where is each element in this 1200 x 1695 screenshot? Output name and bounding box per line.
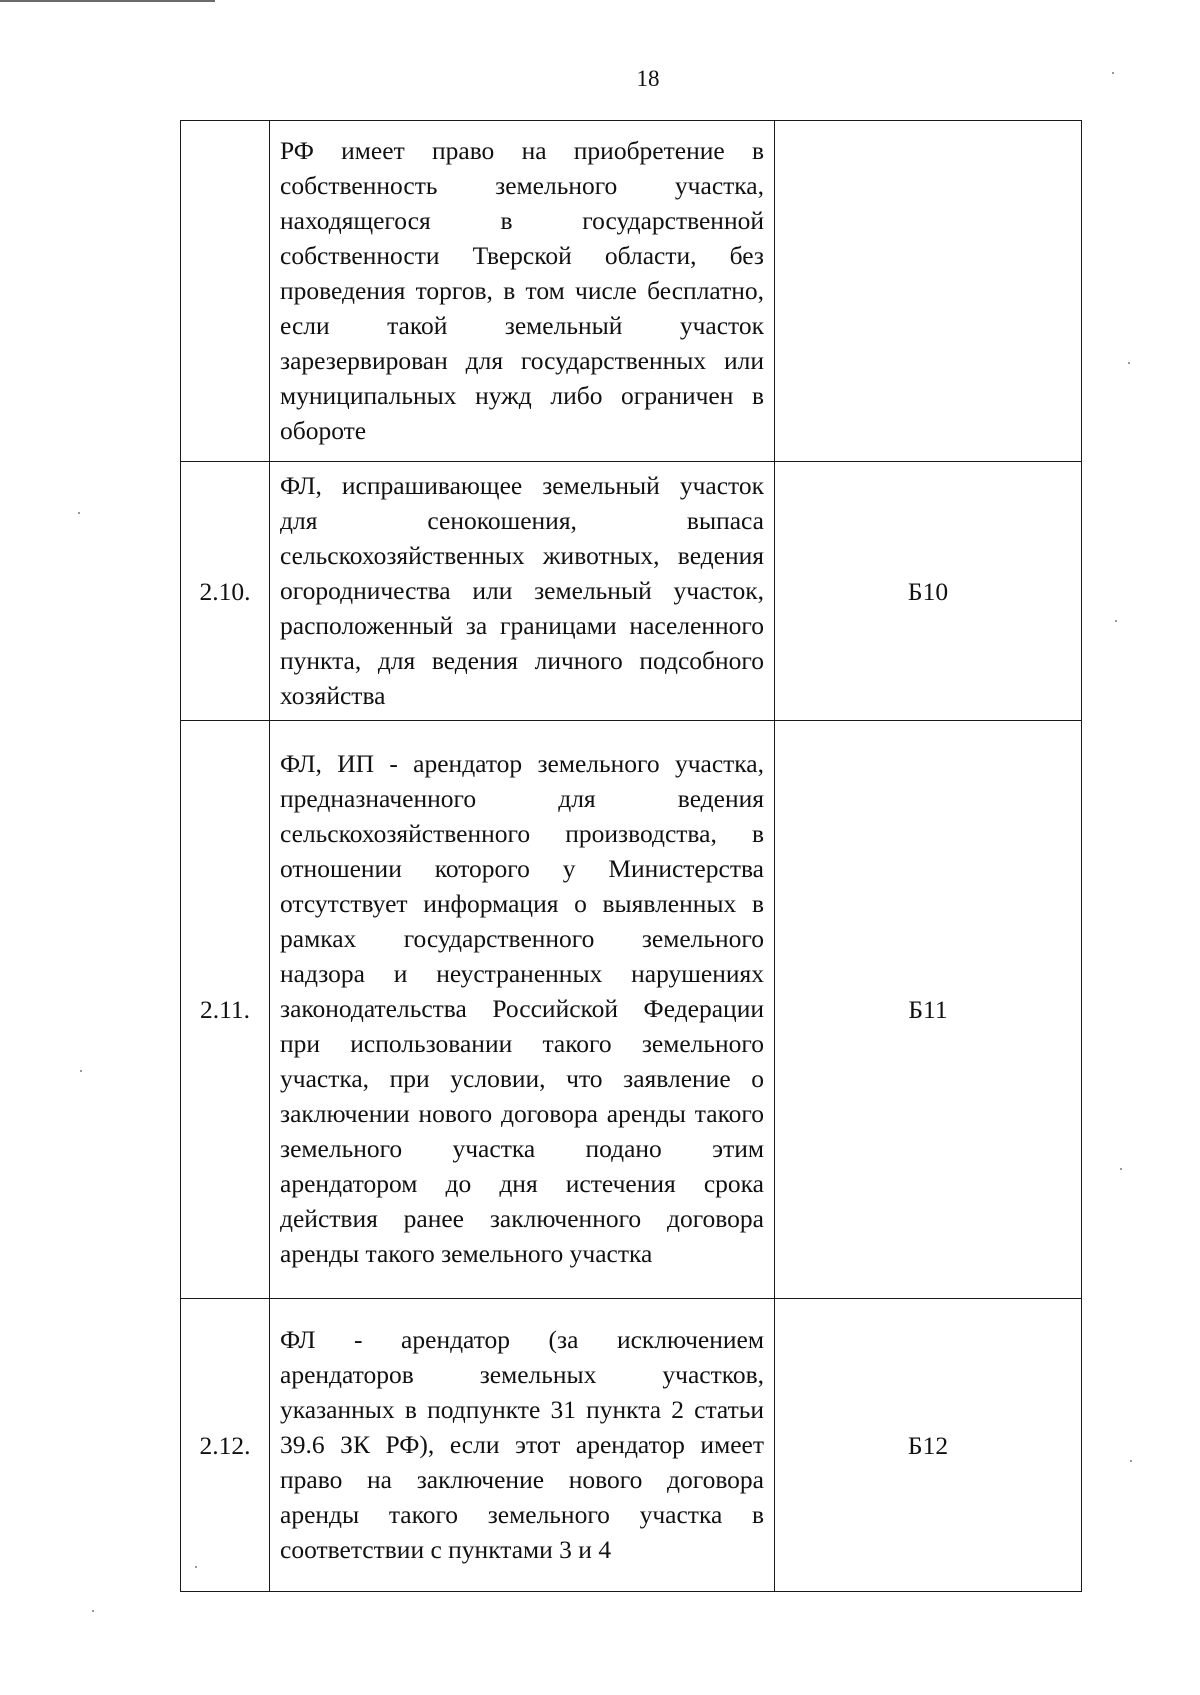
page-number: 18 (636, 66, 660, 91)
row-code: Б12 (775, 1299, 1082, 1592)
row-description: РФ имеет право на приобретение в собственность земельного участка, находящегося в государственной собственности Тверской области, без проведения торгов, в том числе бесплатно, если такой земельный участок зарезервирован для государственных или муниципальных нужд либо ограничен в обороте (270, 121, 775, 462)
scan-speck (1120, 1168, 1122, 1170)
scan-speck (1128, 362, 1130, 364)
row-number: 2.11. (181, 721, 270, 1299)
table-row (181, 462, 1082, 721)
row-code (775, 121, 1082, 462)
scan-speck (1112, 72, 1114, 74)
scan-speck (80, 1070, 82, 1072)
categories-table (180, 120, 1082, 1592)
scan-speck (78, 512, 80, 514)
row-number: 2.10. (181, 462, 270, 721)
scan-speck (195, 1566, 197, 1568)
row-code: Б11 (775, 721, 1082, 1299)
row-description: ФЛ, испрашивающее земельный участок для сенокошения, выпаса сельскохозяйственных животных, ведения огородничества или земельный участок, расположенный за границами населенного пункта, для ведения личного подсобного хозяйства (270, 462, 775, 721)
row-number: 2.12. (181, 1299, 270, 1592)
scan-speck (92, 1610, 94, 1612)
table-row (181, 721, 1082, 1299)
row-number (181, 121, 270, 462)
scan-speck (1115, 620, 1117, 622)
scan-edge-line (0, 0, 215, 2)
row-description: ФЛ, ИП - арендатор земельного участка, предназначенного для ведения сельскохозяйственного производства, в отношении которого у Министерства отсутствует информация о выявленных в рамках государственного земельного надзора и неустраненных нарушениях законодательства Российской Федерации при использовании такого земельного участка, при условии, что заявление о заключении нового договора аренды такого земельного участка подано этим арендатором до дня истечения срока действия ранее заключенного договора аренды такого земельного участка (270, 721, 775, 1299)
table-row (181, 1299, 1082, 1592)
row-code: Б10 (775, 462, 1082, 721)
row-description: ФЛ - арендатор (за исключением арендаторов земельных участков, указанных в подпункте 31 пункта 2 статьи 39.6 ЗК РФ), если этот арендатор имеет право на заключение нового договора аренды такого земельного участка в соответствии с пунктами 3 и 4 (270, 1299, 775, 1592)
table-row (181, 121, 1082, 462)
scan-speck (1130, 1460, 1132, 1462)
